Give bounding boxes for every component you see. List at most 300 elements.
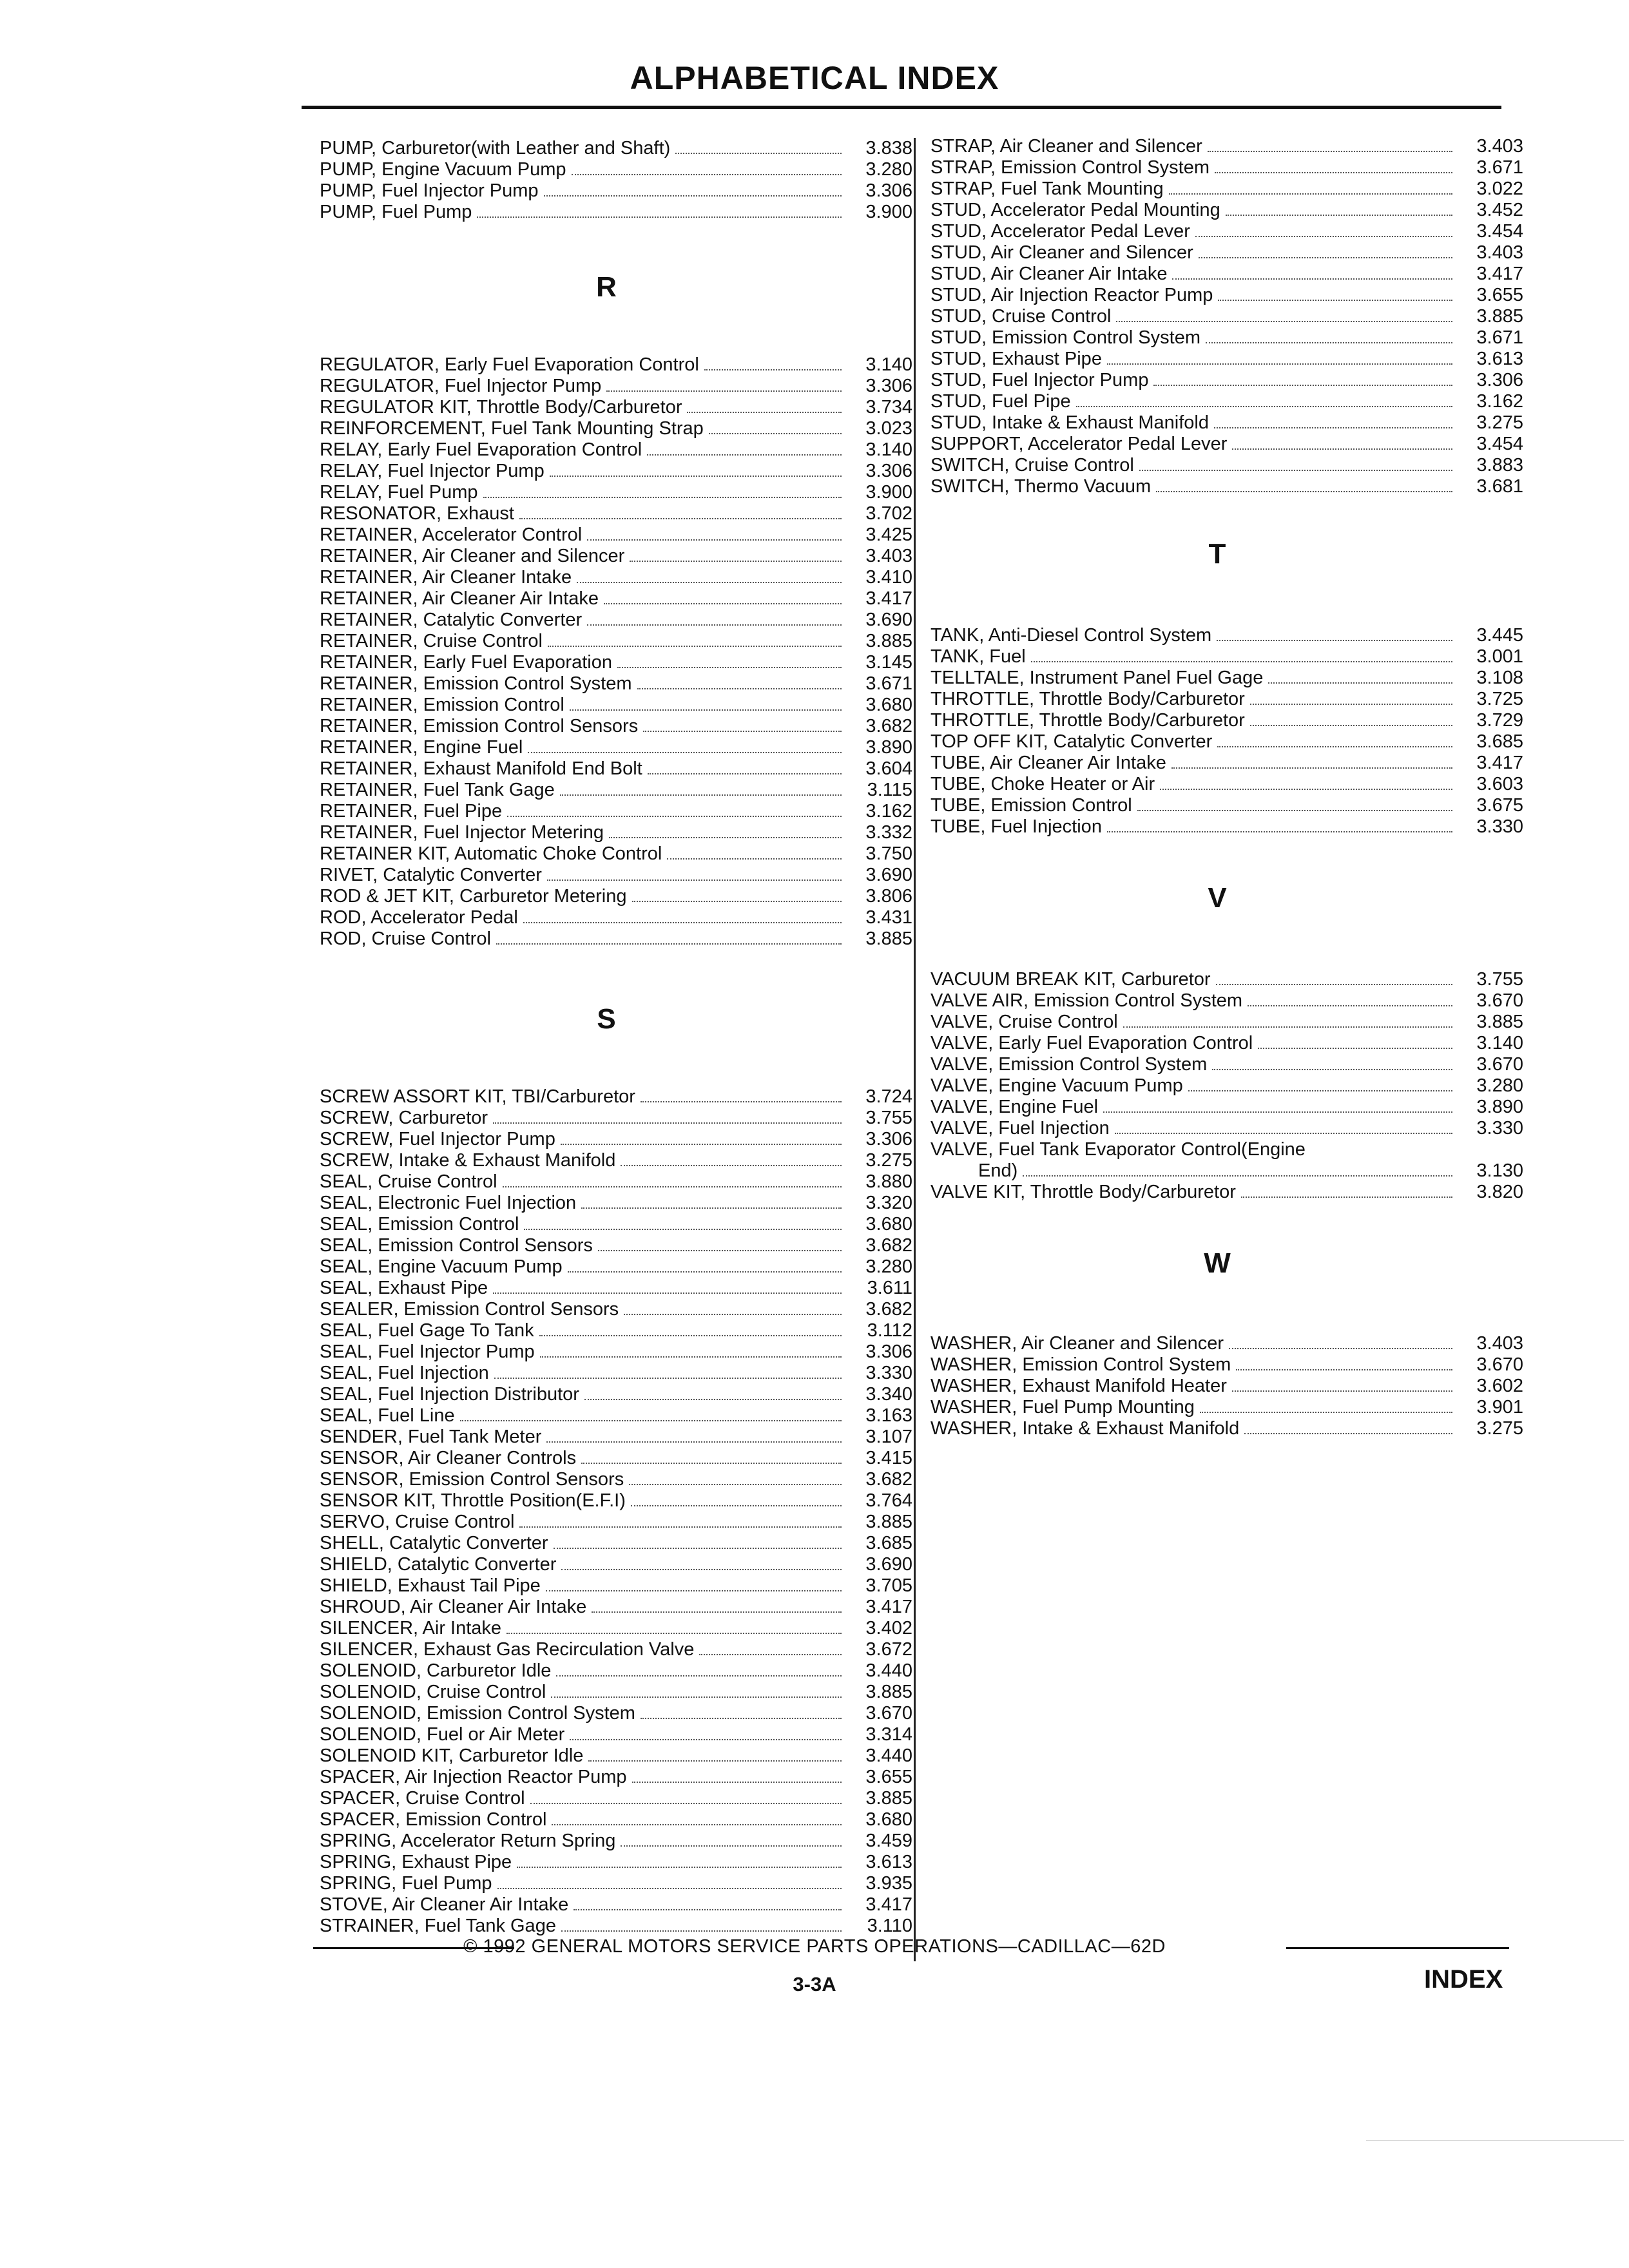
dot-leader (561, 1569, 842, 1570)
dot-leader (548, 646, 842, 647)
dot-leader (539, 1335, 842, 1336)
entry-label: THROTTLE, Throttle Body/Carburetor (930, 710, 1245, 731)
index-entry (320, 439, 912, 461)
section-spacer (930, 1288, 1523, 1333)
index-entry (930, 1054, 1523, 1075)
entry-page: 3.611 (867, 1278, 912, 1298)
dot-leader (493, 1293, 842, 1294)
index-entry (930, 434, 1523, 455)
dot-leader (584, 1399, 842, 1400)
dot-leader (517, 1867, 842, 1868)
entry-page: 3.330 (1476, 1118, 1523, 1139)
index-entry (930, 689, 1523, 710)
index-entry (320, 1150, 912, 1171)
entry-label: WASHER, Intake & Exhaust Manifold (930, 1418, 1240, 1439)
entry-page: 3.690 (865, 865, 912, 885)
entry-page: 3.901 (1476, 1397, 1523, 1418)
entry-page: 3.820 (1476, 1182, 1523, 1202)
entry-label: VALVE, Engine Fuel (930, 1097, 1099, 1117)
entry-label: TUBE, Choke Heater or Air (930, 774, 1155, 794)
entry-label: RETAINER, Emission Control (320, 695, 564, 715)
entry-label: SOLENOID, Carburetor Idle (320, 1660, 552, 1681)
index-entry (320, 1363, 912, 1384)
right-index-column (930, 136, 1523, 1439)
dot-leader (1216, 984, 1452, 985)
entry-page: 3.402 (865, 1618, 912, 1639)
index-entry (320, 1469, 912, 1490)
index-entry (320, 1724, 912, 1745)
entry-label: STUD, Fuel Injector Pump (930, 370, 1149, 390)
entry-label: SPRING, Exhaust Pipe (320, 1852, 512, 1872)
entry-label: SEALER, Emission Control Sensors (320, 1299, 619, 1320)
entry-page: 3.885 (865, 1512, 912, 1532)
entry-label: SHIELD, Catalytic Converter (320, 1554, 557, 1575)
entry-label: SEAL, Electronic Fuel Injection (320, 1193, 577, 1213)
entry-page: 3.729 (1476, 710, 1523, 731)
dot-leader (1232, 448, 1452, 450)
dot-leader (1076, 406, 1452, 407)
dot-leader (1123, 1026, 1452, 1028)
dot-leader (483, 497, 842, 498)
dot-leader (1250, 704, 1452, 705)
entry-label: SPACER, Emission Control (320, 1809, 547, 1830)
index-entry (930, 200, 1523, 221)
entry-page: 3.445 (1476, 625, 1523, 646)
dot-leader (1139, 470, 1452, 471)
index-entry (930, 1333, 1523, 1354)
dot-leader (632, 901, 842, 902)
index-entry (320, 503, 912, 524)
entry-label: STRAP, Fuel Tank Mounting (930, 178, 1164, 199)
index-entry (320, 928, 912, 950)
entry-label: VALVE KIT, Throttle Body/Carburetor (930, 1182, 1236, 1202)
index-entry (320, 524, 912, 546)
dot-leader (1172, 278, 1452, 280)
entry-page: 3.001 (1476, 646, 1523, 667)
entry-page: 3.403 (1476, 242, 1523, 263)
dot-leader (561, 1144, 842, 1145)
entry-page: 3.023 (865, 418, 912, 439)
entry-label: SEAL, Engine Vacuum Pump (320, 1256, 563, 1277)
entry-page: 3.306 (865, 461, 912, 481)
entry-page: 3.655 (1476, 285, 1523, 305)
dot-leader (643, 731, 842, 732)
entry-label: SPRING, Accelerator Return Spring (320, 1831, 616, 1851)
dot-leader (588, 1760, 842, 1762)
dot-leader (1208, 151, 1452, 152)
entry-label: TELLTALE, Instrument Panel Fuel Gage (930, 668, 1264, 688)
dot-leader (632, 1782, 842, 1783)
section-spacer (930, 923, 1523, 969)
entry-page: 3.306 (1476, 370, 1523, 390)
entry-label: VALVE, Engine Vacuum Pump (930, 1075, 1183, 1096)
entry-page: 3.403 (1476, 1333, 1523, 1354)
entry-label: TUBE, Emission Control (930, 795, 1132, 816)
entry-page: 3.112 (867, 1320, 912, 1341)
entry-page: 3.162 (1476, 391, 1523, 412)
dot-leader (1215, 172, 1452, 173)
dot-leader (561, 1930, 842, 1932)
entry-page: 3.145 (865, 652, 912, 673)
entry-label: SEAL, Emission Control (320, 1214, 519, 1235)
entry-page: 3.440 (865, 1745, 912, 1766)
entry-label-continued: End) (978, 1160, 1018, 1181)
index-entry (320, 1852, 912, 1873)
entry-page: 3.670 (1476, 1354, 1523, 1375)
dot-leader (1103, 1111, 1452, 1113)
section-letter-r: R (596, 271, 617, 303)
index-entry (320, 1235, 912, 1256)
entry-page: 3.417 (865, 1894, 912, 1915)
entry-page: 3.838 (865, 138, 912, 159)
entry-label: STUD, Exhaust Pipe (930, 349, 1102, 369)
index-entry (930, 157, 1523, 178)
entry-label: TUBE, Air Cleaner Air Intake (930, 753, 1166, 773)
dot-leader (1214, 427, 1452, 428)
entry-page: 3.162 (865, 801, 912, 822)
entry-label: SEAL, Fuel Gage To Tank (320, 1320, 534, 1341)
entry-label: WASHER, Fuel Pump Mounting (930, 1397, 1195, 1418)
entry-page: 3.885 (1476, 1012, 1523, 1032)
entry-label: WASHER, Exhaust Manifold Heater (930, 1376, 1227, 1396)
entry-label: RELAY, Fuel Injector Pump (320, 461, 545, 481)
entry-label: RETAINER, Exhaust Manifold End Bolt (320, 758, 642, 779)
index-entry (930, 731, 1523, 753)
entry-page: 3.417 (865, 1597, 912, 1617)
index-entry (320, 202, 912, 223)
index-entry (930, 753, 1523, 774)
entry-page: 3.900 (865, 202, 912, 222)
section-spacer (930, 838, 1523, 884)
entry-page: 3.613 (865, 1852, 912, 1872)
index-entry (320, 1575, 912, 1597)
entry-page: 3.275 (1476, 1418, 1523, 1439)
entry-page: 3.306 (865, 376, 912, 396)
entry-label: PUMP, Fuel Injector Pump (320, 180, 539, 201)
left-index-column (320, 138, 912, 1937)
entry-label: SOLENOID, Cruise Control (320, 1682, 546, 1702)
section-spacer (320, 223, 912, 273)
dot-leader (497, 1888, 842, 1889)
entry-page: 3.417 (865, 588, 912, 609)
index-entry (320, 758, 912, 780)
dot-leader (637, 688, 842, 689)
section-letter-w: W (1204, 1247, 1231, 1279)
index-entry (930, 625, 1523, 646)
entry-page: 3.885 (865, 631, 912, 651)
section-tag: INDEX (1424, 1965, 1503, 1994)
index-entry (930, 1075, 1523, 1097)
entry-label: SEAL, Emission Control Sensors (320, 1235, 593, 1256)
dot-leader (540, 1356, 842, 1358)
dot-leader (554, 1548, 842, 1549)
index-entry (320, 1660, 912, 1682)
entry-label: SEAL, Cruise Control (320, 1171, 497, 1192)
entry-page: 3.680 (865, 1809, 912, 1830)
dot-leader (460, 1420, 842, 1421)
entry-label: VALVE AIR, Emission Control System (930, 990, 1243, 1011)
entry-label: REGULATOR KIT, Throttle Body/Carburetor (320, 397, 682, 418)
index-entry (320, 886, 912, 907)
entry-page: 3.682 (865, 716, 912, 736)
dot-leader (570, 1739, 842, 1740)
index-entry (930, 774, 1523, 795)
dot-leader (1229, 1348, 1452, 1349)
index-entry (320, 159, 912, 180)
entry-label: TOP OFF KIT, Catalytic Converter (930, 731, 1213, 752)
entry-page: 3.440 (865, 1660, 912, 1681)
entry-page: 3.883 (1476, 455, 1523, 476)
entry-page: 3.681 (1476, 476, 1523, 497)
dot-leader (647, 454, 842, 456)
index-entry (930, 1097, 1523, 1118)
dot-leader (577, 582, 842, 583)
section-spacer (930, 1203, 1523, 1249)
index-entry (320, 865, 912, 886)
index-entry (320, 1767, 912, 1788)
index-entry (320, 461, 912, 482)
index-entry (320, 1086, 912, 1108)
entry-label: RETAINER, Emission Control Sensors (320, 716, 639, 736)
index-entry (320, 567, 912, 588)
index-entry (320, 1894, 912, 1916)
index-entry (320, 1639, 912, 1660)
entry-label: SEAL, Fuel Injection Distributor (320, 1384, 579, 1405)
entry-label: VALVE, Early Fuel Evaporation Control (930, 1033, 1253, 1053)
entry-page: 3.705 (865, 1575, 912, 1596)
entry-label: STUD, Air Injection Reactor Pump (930, 285, 1213, 305)
index-entry (320, 1278, 912, 1299)
dot-leader (630, 561, 842, 562)
entry-page: 3.108 (1476, 668, 1523, 688)
index-entry (930, 370, 1523, 391)
entry-label: SCREW, Fuel Injector Pump (320, 1129, 555, 1149)
entry-page: 3.403 (1476, 136, 1523, 157)
entry-label: SHELL, Catalytic Converter (320, 1533, 548, 1553)
index-entry (320, 1873, 912, 1894)
entry-page: 3.670 (1476, 990, 1523, 1011)
entry-label: SPACER, Air Injection Reactor Pump (320, 1767, 627, 1787)
entry-label: STUD, Emission Control System (930, 327, 1200, 348)
entry-label: SOLENOID KIT, Carburetor Idle (320, 1745, 584, 1766)
entry-page: 3.306 (865, 1129, 912, 1149)
entry-label: VALVE, Cruise Control (930, 1012, 1118, 1032)
index-entry (320, 1427, 912, 1448)
dot-leader (1212, 1069, 1452, 1070)
entry-page: 3.431 (865, 907, 912, 928)
index-entry (320, 1448, 912, 1469)
page-number: 3-3A (793, 1973, 836, 1995)
entry-page: 3.885 (865, 1682, 912, 1702)
entry-label: RETAINER, Fuel Injector Metering (320, 822, 604, 843)
index-entry (320, 716, 912, 737)
index-entry (320, 1405, 912, 1427)
index-entry (320, 1129, 912, 1150)
entry-page: 3.725 (1476, 689, 1523, 709)
index-entry (320, 1703, 912, 1724)
index-entry (930, 1118, 1523, 1139)
entry-label: STUD, Accelerator Pedal Mounting (930, 200, 1220, 220)
entry-page: 3.755 (1476, 969, 1523, 990)
entry-label: SENSOR, Air Cleaner Controls (320, 1448, 577, 1468)
section-spacer (320, 1048, 912, 1086)
index-entry (320, 1831, 912, 1852)
dot-leader (1031, 661, 1452, 662)
index-entry (930, 349, 1523, 370)
dot-leader (568, 1271, 842, 1273)
entry-label: STUD, Air Cleaner Air Intake (930, 264, 1168, 284)
entry-label: WASHER, Air Cleaner and Silencer (930, 1333, 1224, 1354)
entry-page: 3.459 (865, 1831, 912, 1851)
dot-leader (667, 858, 842, 860)
dot-leader (675, 153, 842, 154)
index-entry (320, 180, 912, 202)
entry-page: 3.452 (1476, 200, 1523, 220)
entry-label: SWITCH, Thermo Vacuum (930, 476, 1152, 497)
entry-page: 3.670 (1476, 1054, 1523, 1075)
dot-leader (506, 1633, 842, 1634)
entry-label: RETAINER, Cruise Control (320, 631, 543, 651)
entry-label: WASHER, Emission Control System (930, 1354, 1231, 1375)
dot-leader (519, 1526, 842, 1528)
index-entry (320, 1512, 912, 1533)
entry-label: SCREW, Carburetor (320, 1108, 488, 1128)
index-entry (320, 546, 912, 567)
entry-label: RETAINER KIT, Automatic Choke Control (320, 843, 662, 864)
index-entry (320, 1384, 912, 1405)
entry-label: SEAL, Fuel Injection (320, 1363, 489, 1383)
dot-leader (550, 476, 842, 477)
dot-leader (1156, 491, 1452, 492)
index-entry (320, 1341, 912, 1363)
entry-page: 3.764 (865, 1490, 912, 1511)
entry-page: 3.115 (867, 780, 912, 800)
entry-page: 3.330 (865, 1363, 912, 1383)
entry-page: 3.314 (865, 1724, 912, 1745)
entry-page: 3.671 (865, 673, 912, 694)
index-entry (930, 1397, 1523, 1418)
index-entry (930, 1376, 1523, 1397)
entry-label: RESONATOR, Exhaust (320, 503, 514, 524)
entry-page: 3.890 (1476, 1097, 1523, 1117)
index-entry (320, 907, 912, 928)
section-letter-v: V (1208, 882, 1227, 914)
index-entry (320, 376, 912, 397)
entry-page: 3.675 (1476, 795, 1523, 816)
dot-leader (546, 1590, 842, 1591)
dot-leader (581, 1463, 842, 1464)
dot-leader (551, 1696, 842, 1698)
entry-page: 3.415 (865, 1448, 912, 1468)
entry-page: 3.670 (865, 1703, 912, 1724)
index-entry (320, 695, 912, 716)
dot-leader (477, 216, 842, 218)
index-entry (320, 1490, 912, 1512)
dot-leader (1160, 789, 1452, 790)
section-letter-t: T (1208, 538, 1226, 570)
dot-leader (494, 1378, 842, 1379)
index-entry (930, 1354, 1523, 1376)
dot-leader (709, 433, 842, 434)
dot-leader (1107, 363, 1452, 365)
dot-leader (641, 1718, 842, 1719)
dot-leader (1115, 1133, 1452, 1134)
index-entry (320, 1745, 912, 1767)
entry-page: 3.724 (865, 1086, 912, 1107)
entry-page: 3.107 (865, 1427, 912, 1447)
entry-label: SEAL, Fuel Line (320, 1405, 455, 1426)
index-entry (320, 1193, 912, 1214)
entry-page: 3.806 (865, 886, 912, 907)
dot-leader (1023, 1175, 1452, 1177)
section-spacer (930, 579, 1523, 625)
index-entry (320, 610, 912, 631)
dot-leader (641, 1101, 842, 1102)
index-entry (930, 816, 1523, 838)
entry-label: RELAY, Early Fuel Evaporation Control (320, 439, 642, 460)
entry-page: 3.275 (1476, 412, 1523, 433)
entry-label: RETAINER, Air Cleaner Air Intake (320, 588, 599, 609)
entry-page: 3.140 (865, 354, 912, 375)
entry-label: SWITCH, Cruise Control (930, 455, 1134, 476)
index-entry (320, 418, 912, 439)
entry-label: ROD & JET KIT, Carburetor Metering (320, 886, 627, 907)
dot-leader (587, 624, 842, 626)
index-entry (320, 1256, 912, 1278)
entry-page: 3.682 (865, 1235, 912, 1256)
entry-label: RETAINER, Early Fuel Evaporation (320, 652, 612, 673)
dot-leader (687, 412, 842, 413)
entry-page: 3.690 (865, 1554, 912, 1575)
index-entry (930, 221, 1523, 242)
entry-label: STOVE, Air Cleaner Air Intake (320, 1894, 569, 1915)
entry-page: 3.750 (865, 843, 912, 864)
dot-leader (629, 1484, 842, 1485)
entry-page: 3.885 (1476, 306, 1523, 327)
dot-leader (1188, 1090, 1452, 1091)
index-entry (320, 354, 912, 376)
entry-page: 3.900 (865, 482, 912, 503)
index-entry (930, 455, 1523, 476)
entry-page: 3.140 (1476, 1033, 1523, 1053)
dot-leader (1232, 1390, 1452, 1392)
entry-page: 3.604 (865, 758, 912, 779)
entry-page: 3.682 (865, 1469, 912, 1490)
entry-page: 3.140 (865, 439, 912, 460)
entry-label: SPACER, Cruise Control (320, 1788, 525, 1809)
dot-leader (544, 195, 842, 197)
index-entry (320, 1299, 912, 1320)
dot-leader (1244, 1433, 1452, 1434)
index-entry (320, 138, 912, 159)
index-entry (930, 1182, 1523, 1203)
entry-page: 3.672 (865, 1639, 912, 1660)
dot-leader (528, 752, 842, 753)
index-entry (930, 412, 1523, 434)
dot-leader (1107, 831, 1452, 832)
entry-page: 3.680 (865, 1214, 912, 1235)
column-divider (914, 138, 916, 1961)
title-rule (302, 106, 1501, 109)
entry-page: 3.734 (865, 397, 912, 418)
entry-page: 3.280 (1476, 1075, 1523, 1096)
index-entry (320, 1554, 912, 1575)
entry-page: 3.306 (865, 180, 912, 201)
entry-label: VALVE, Fuel Injection (930, 1118, 1110, 1139)
entry-page: 3.935 (865, 1873, 912, 1894)
section-spacer (320, 317, 912, 354)
entry-label: RIVET, Catalytic Converter (320, 865, 542, 885)
